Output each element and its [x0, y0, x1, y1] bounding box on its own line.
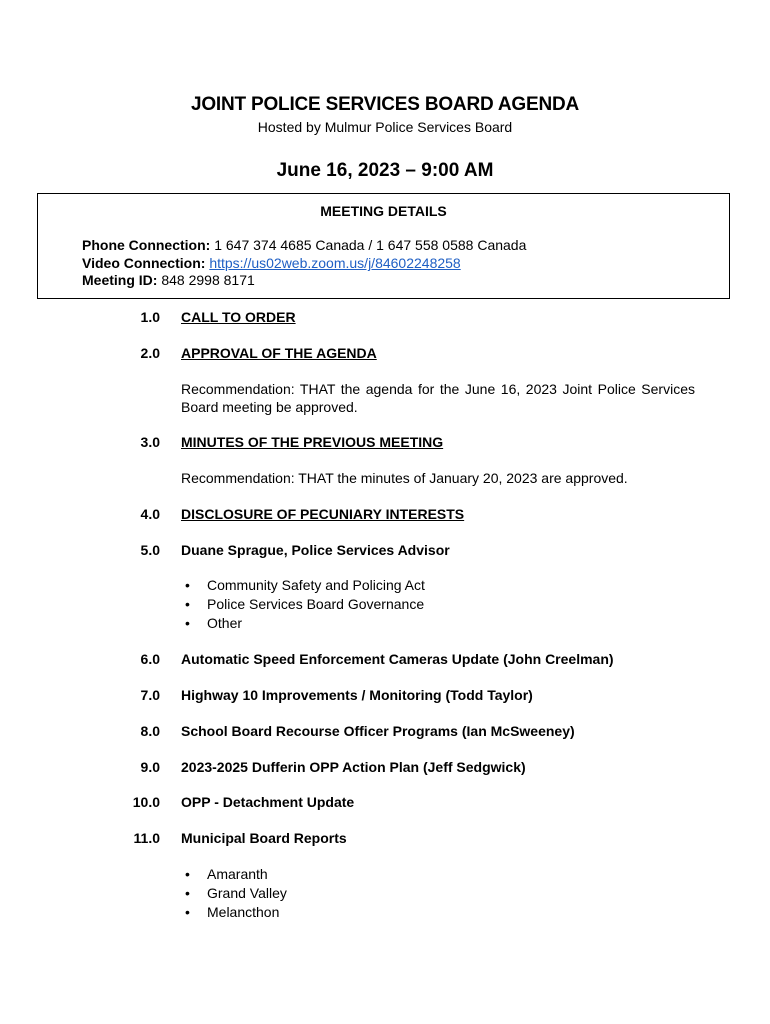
item-2-recommendation: Recommendation: THAT the agenda for the June 16, 2023 Joint Police Services Board meeting be approved.	[181, 381, 695, 415]
item-heading: OPP - Detachment Update	[181, 794, 355, 810]
item-heading: Highway 10 Improvements / Monitoring (Todd Taylor)	[181, 687, 533, 703]
item-3-recommendation: Recommendation: THAT the minutes of January 20, 2023 are approved.	[181, 470, 628, 486]
item-heading: Duane Sprague, Police Services Advisor	[181, 542, 450, 558]
item-number: 3.0	[140, 434, 160, 450]
bullet-icon: •	[185, 615, 190, 631]
bullet-icon: •	[185, 904, 190, 920]
item-heading: DISCLOSURE OF PECUNIARY INTERESTS	[181, 506, 465, 522]
list-item: • Other	[185, 615, 243, 631]
bullet-icon: •	[185, 885, 190, 901]
item-heading: 2023-2025 Dufferin OPP Action Plan (Jeff Sedgwick)	[181, 759, 526, 775]
zoom-meeting-link[interactable]: https://us02web.zoom.us/j/84602248258	[209, 255, 461, 271]
item-number: 7.0	[140, 687, 160, 703]
item-heading: School Board Recourse Officer Programs (Ian McSweeney)	[181, 723, 575, 739]
video-connection-label: Video Connection:	[82, 255, 206, 271]
list-item: • Community Safety and Policing Act	[185, 577, 425, 593]
item-11-bullet-list	[181, 866, 287, 923]
item-heading: CALL TO ORDER	[181, 309, 296, 325]
item-number: 4.0	[140, 506, 160, 522]
document-subtitle: Hosted by Mulmur Police Services Board	[257, 119, 513, 135]
item-heading: Automatic Speed Enforcement Cameras Update (John Creelman)	[181, 651, 614, 667]
item-heading: Municipal Board Reports	[181, 830, 347, 846]
item-number: 9.0	[140, 759, 160, 775]
list-item: • Amaranth	[185, 866, 268, 882]
item-number: 11.0	[133, 830, 160, 846]
meeting-date: June 16, 2023 – 9:00 AM	[276, 160, 494, 181]
item-heading: APPROVAL OF THE AGENDA	[181, 345, 377, 361]
list-item: • Melancthon	[185, 904, 280, 920]
phone-connection-label: Phone Connection:	[82, 237, 211, 253]
item-number: 8.0	[140, 723, 160, 739]
item-number: 10.0	[132, 794, 160, 810]
item-heading: MINUTES OF THE PREVIOUS MEETING	[181, 434, 444, 450]
meeting-id-label: Meeting ID:	[82, 272, 158, 288]
list-item: • Police Services Board Governance	[185, 596, 425, 612]
video-connection-line	[82, 255, 461, 271]
item-number: 5.0	[140, 542, 160, 558]
meeting-id-line	[82, 272, 255, 288]
meeting-details-box	[37, 193, 730, 299]
phone-connection-value: 1 647 374 4685 Canada / 1 647 558 0588 Canada	[210, 237, 527, 253]
meeting-details-heading: MEETING DETAILS	[320, 203, 447, 219]
document-title: JOINT POLICE SERVICES BOARD AGENDA	[190, 94, 580, 115]
phone-connection-line	[82, 237, 526, 253]
item-number: 2.0	[140, 345, 160, 361]
list-item: • Grand Valley	[185, 885, 287, 901]
bullet-icon: •	[185, 596, 190, 612]
meeting-id-value: 848 2998 8171	[157, 272, 255, 288]
item-number: 1.0	[140, 309, 160, 325]
item-number: 6.0	[140, 651, 160, 667]
bullet-icon: •	[185, 577, 190, 593]
item-5-bullet-list	[181, 577, 425, 634]
bullet-icon: •	[185, 866, 190, 882]
